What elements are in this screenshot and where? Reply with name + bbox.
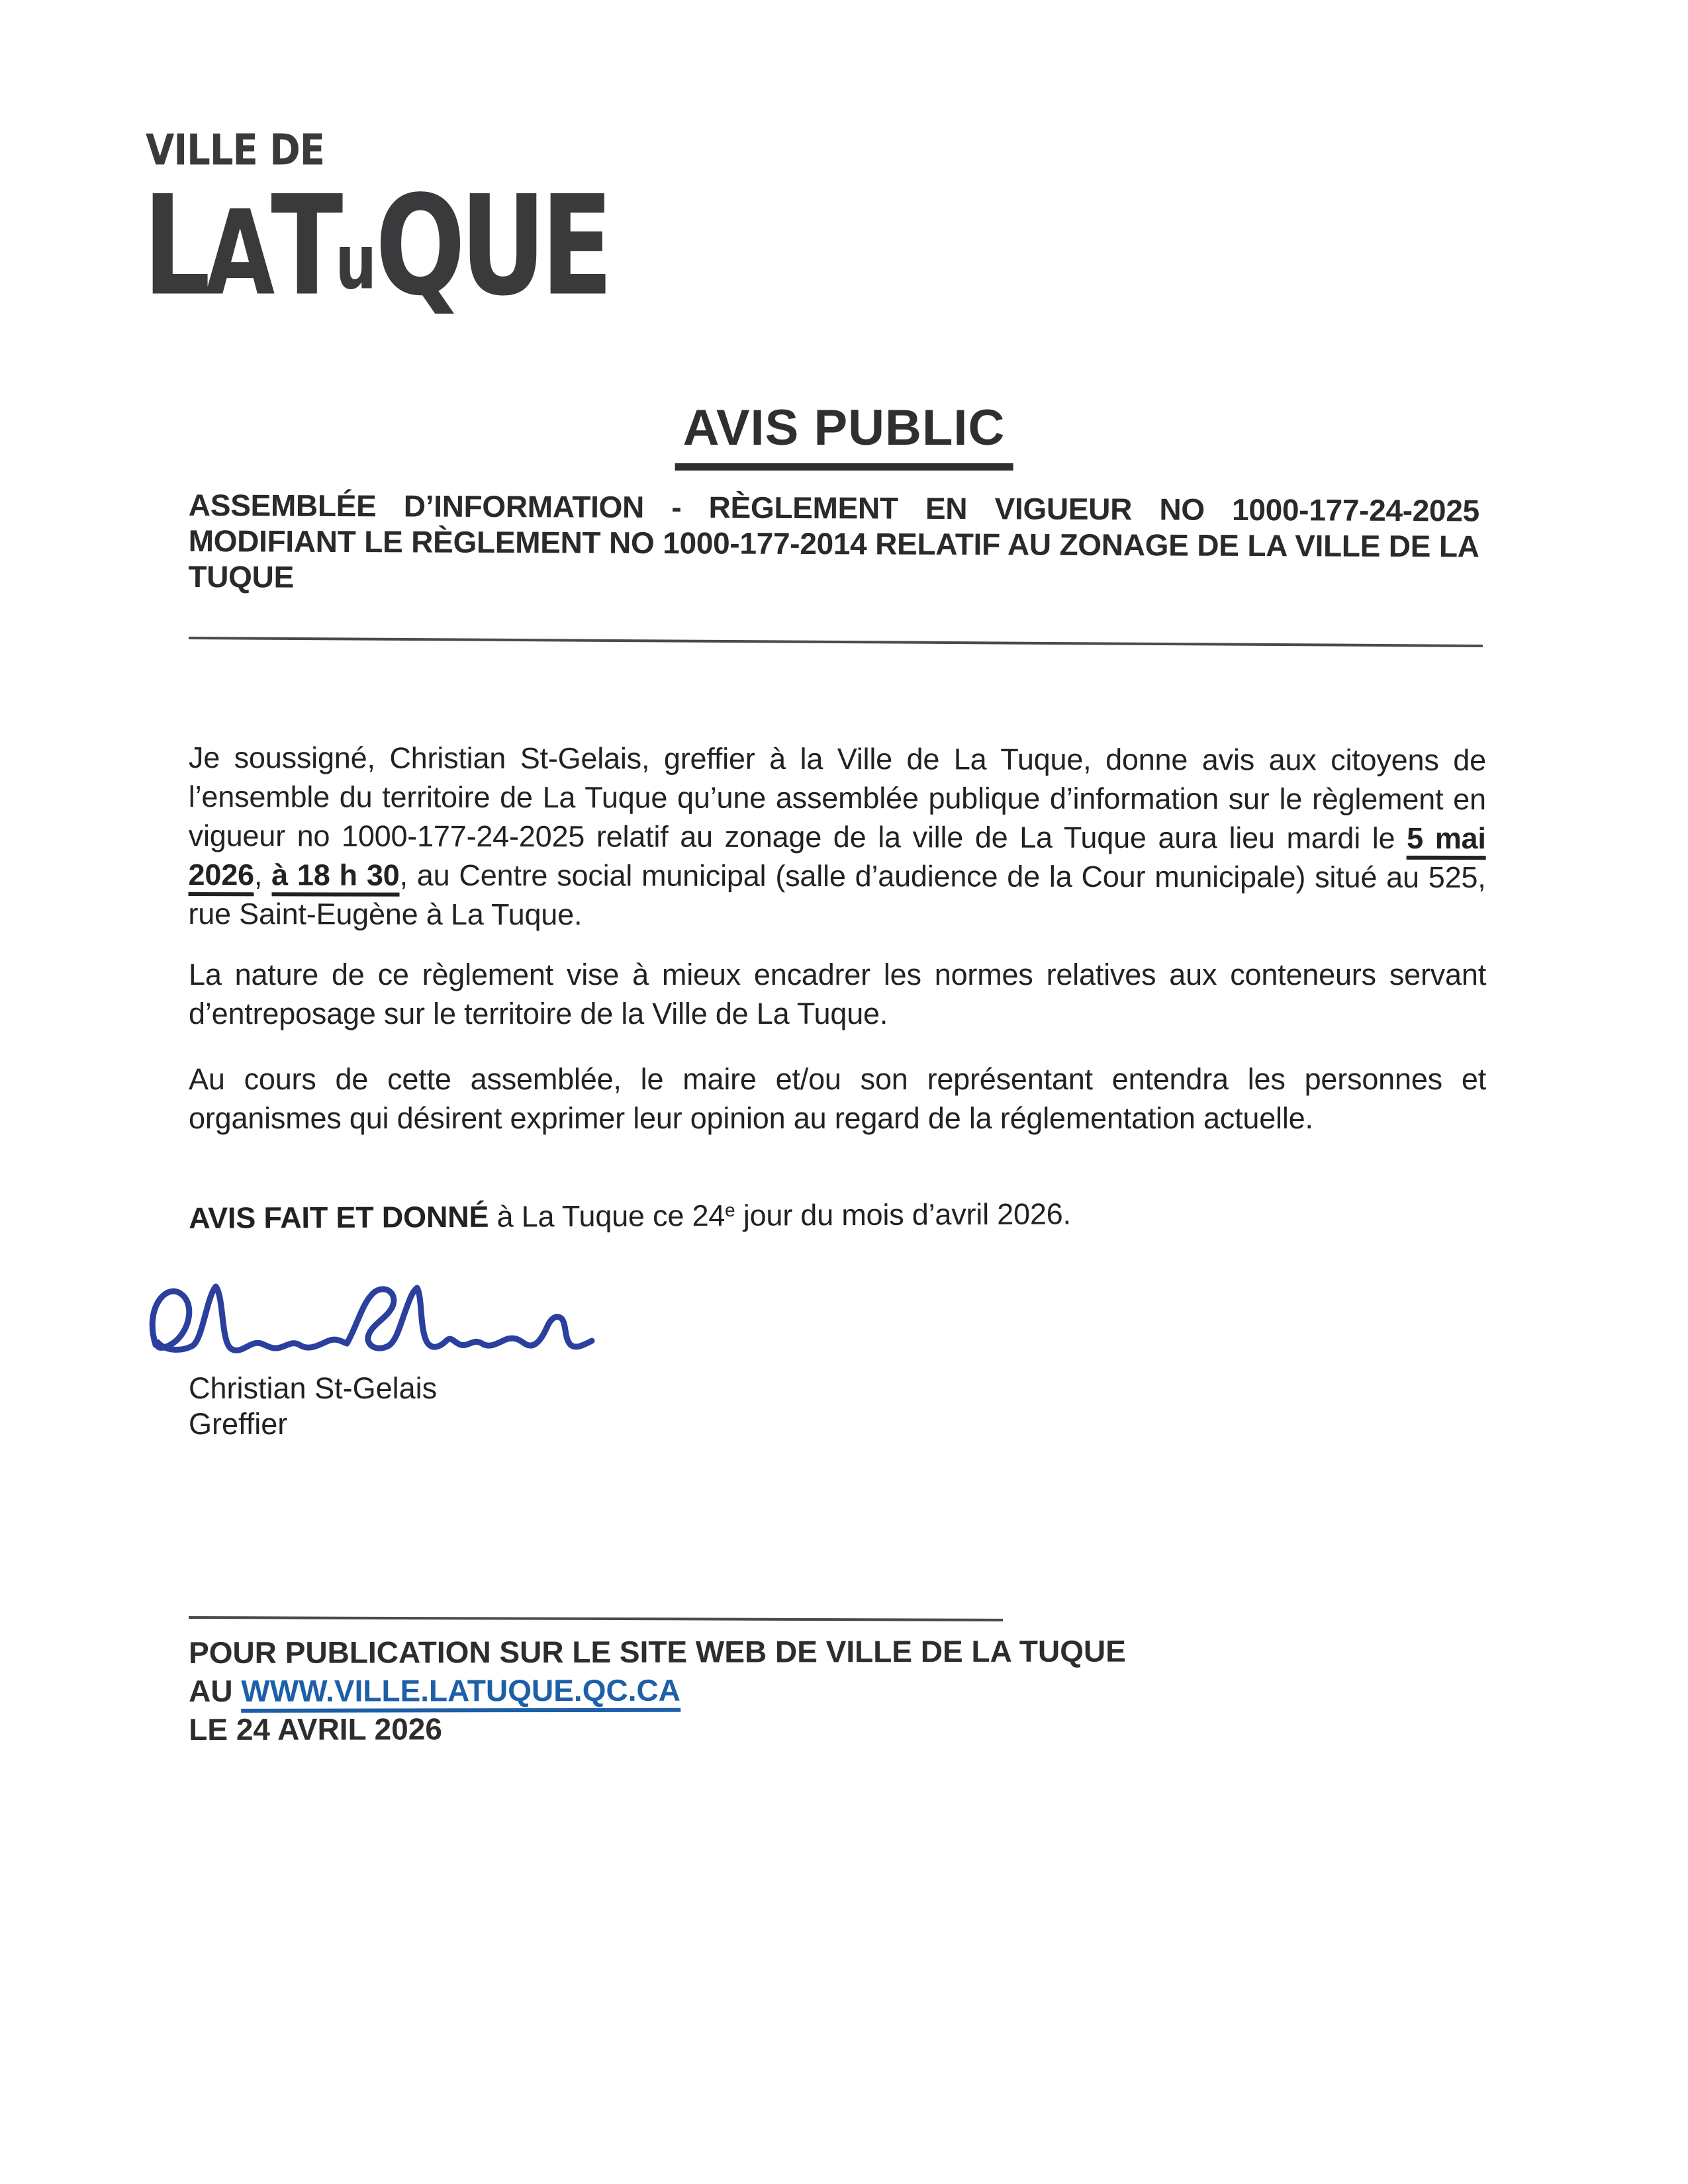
publication-line-1: POUR PUBLICATION SUR LE SITE WEB DE VILLE DE LA TUQUE bbox=[189, 1633, 1126, 1670]
text-segment: à La Tuque ce 24 bbox=[489, 1198, 726, 1234]
text-segment: QUE bbox=[375, 165, 608, 326]
text-segment: T bbox=[271, 165, 338, 326]
text-segment: , au Centre social municipal (salle d’audience de la Cour municipale) situé au 525, rue Saint-Eugène à La Tuque. bbox=[188, 858, 1486, 932]
publication-line-2 bbox=[189, 1670, 1126, 1710]
text-segment: L bbox=[143, 165, 205, 326]
paragraph-hearing: Au cours de cette assemblée, le maire et/ou son représentant entendra les personnes et organismes qui désirent exprimer leur opinion au regard de la réglementation actuelle. bbox=[189, 1062, 1486, 1135]
text-segment: , bbox=[254, 858, 272, 892]
paragraph-regulation-nature: La nature de ce règlement vise à mieux encadrer les normes relatives aux conteneurs servant d’entreposage sur le territoire de la Ville de La Tuque. bbox=[189, 958, 1486, 1030]
page-title: AVIS PUBLIC bbox=[675, 399, 1013, 471]
text-segment: AVIS FAIT ET DONNÉ bbox=[189, 1199, 489, 1235]
divider-top bbox=[189, 637, 1483, 647]
logo-latuque-text bbox=[143, 165, 608, 326]
paragraph-meeting-details bbox=[188, 738, 1486, 936]
text-segment: e bbox=[725, 1199, 735, 1221]
signatory-name: Christian St-Gelais bbox=[189, 1371, 438, 1405]
text-segment: AU bbox=[189, 1673, 242, 1708]
divider-bottom bbox=[189, 1616, 1003, 1621]
text-segment: à 18 h 30 bbox=[271, 858, 399, 896]
text-segment: Je soussigné, Christian St-Gelais, greffier à la Ville de La Tuque, donne avis aux citoyens de l’ensemble du territoire de La Tuque qu’une assemblée publique d’information sur le règlement en vigueur no 1000-177-24-2025 relatif au zonage de la ville de La Tuque aura lieu mardi le bbox=[188, 741, 1486, 855]
closing-statement bbox=[189, 1187, 1486, 1238]
text-segment: 5 mai 2026 bbox=[188, 821, 1485, 896]
website-link[interactable]: WWW.VILLE.LATUQUE.QC.CA bbox=[241, 1673, 680, 1713]
text-segment: A bbox=[205, 186, 271, 322]
notice-heading: ASSEMBLÉE D’INFORMATION - RÈGLEMENT EN VIGUEUR NO 1000-177-24-2025 MODIFIANT LE RÈGLEMENT NO 1000-177-2014 RELATIF AU ZONAGE DE LA VILLE DE LA TUQUE bbox=[188, 488, 1479, 594]
logo-ville-de-text: VILLE DE bbox=[146, 126, 325, 175]
text-segment: u bbox=[335, 217, 375, 306]
text-segment: jour du mois d’avril 2026. bbox=[735, 1197, 1071, 1232]
publication-note bbox=[189, 1632, 1126, 1749]
signatory-role: Greffier bbox=[189, 1407, 288, 1441]
publication-line-3: LE 24 AVRIL 2026 bbox=[189, 1711, 442, 1747]
signature-image bbox=[139, 1279, 602, 1371]
